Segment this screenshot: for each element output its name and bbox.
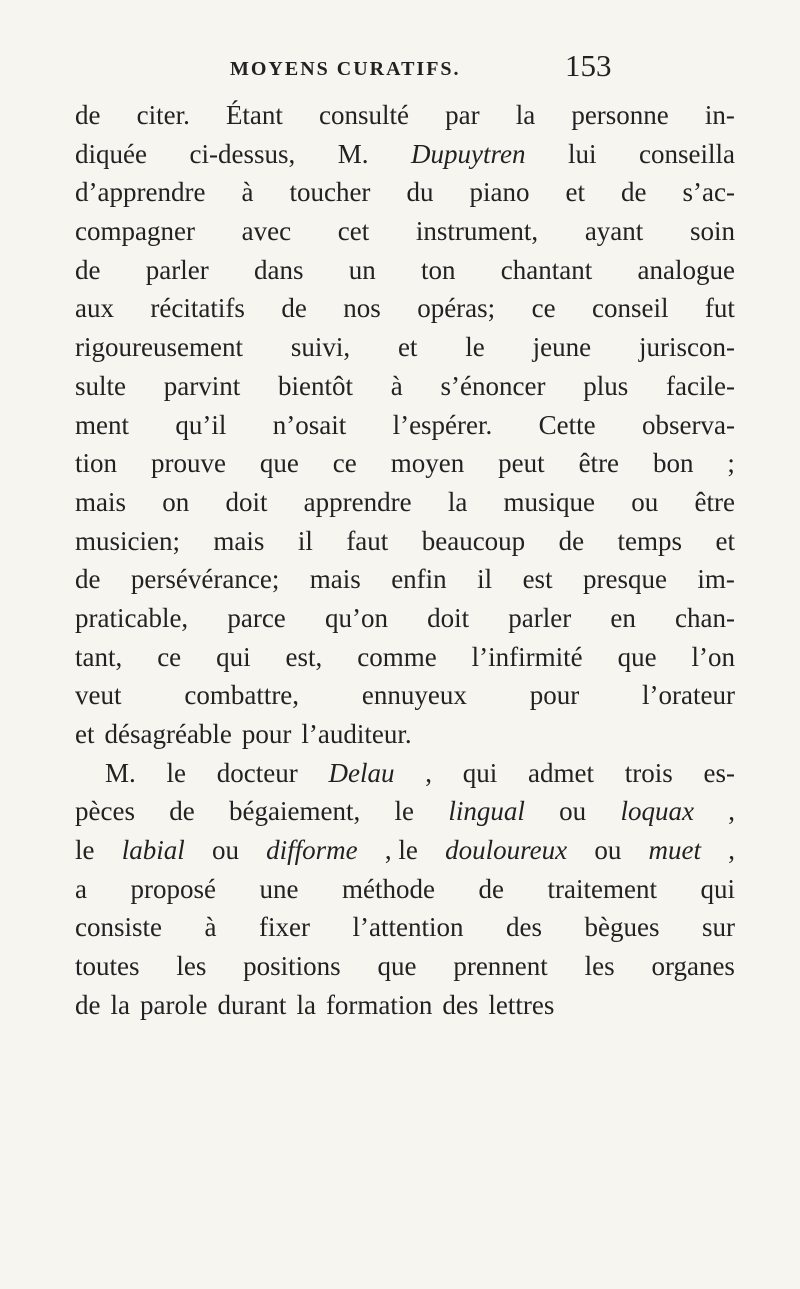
text-line [75, 560, 735, 599]
word: chantant [500, 254, 593, 285]
word: à [204, 912, 217, 943]
text-line [75, 212, 735, 251]
word: ou [211, 835, 239, 866]
word: peut [498, 448, 545, 479]
word: ce [157, 641, 182, 672]
word: l’attention [352, 912, 464, 943]
word: moyen [390, 448, 465, 479]
word: de [558, 525, 585, 556]
word: es- [703, 757, 735, 788]
word: conseilla [638, 138, 735, 169]
word: labial [121, 835, 185, 866]
word: douloureux [445, 835, 568, 866]
word: par [445, 100, 480, 130]
word: in- [704, 100, 735, 130]
word: et [397, 332, 418, 363]
word: piano [469, 177, 530, 208]
word: , [425, 757, 432, 788]
word: difforme [266, 835, 358, 866]
word: Étant [225, 100, 283, 130]
word: d’apprendre [75, 177, 206, 208]
word: sulte [75, 370, 126, 401]
word: formation [325, 989, 433, 1020]
word: doit [427, 602, 470, 633]
word: à [241, 177, 254, 208]
word: sur [702, 912, 735, 943]
word: et [75, 719, 95, 749]
word: apprendre [303, 486, 412, 517]
word: pour [241, 719, 292, 749]
word: prennent [453, 951, 548, 982]
word: nos [343, 293, 381, 324]
word: Cette [538, 409, 596, 440]
word: parler [145, 254, 209, 285]
word: est, [285, 641, 323, 672]
word: consulté [319, 100, 410, 130]
word: n’osait [272, 409, 347, 440]
word: mais [309, 564, 361, 595]
word: cet [337, 216, 370, 247]
word: compagner [75, 216, 195, 247]
word: l’auditeur. [301, 719, 412, 749]
word: ou [559, 796, 587, 827]
text-line [75, 328, 735, 367]
word: parler [508, 602, 572, 633]
text-line [75, 986, 735, 1025]
word: ce [531, 293, 556, 324]
word: un [348, 254, 376, 285]
word: Dupuytren [410, 138, 526, 169]
word: admet [527, 757, 594, 788]
word: qu’on [324, 602, 388, 633]
text-line [75, 173, 735, 212]
word: docteur [216, 757, 298, 788]
word: de [169, 796, 195, 827]
word: la [447, 486, 468, 517]
word: des [442, 989, 479, 1020]
word: temps [617, 525, 683, 556]
word: bègues [584, 912, 660, 943]
word: on [162, 486, 190, 517]
word: et [715, 525, 735, 556]
word: et [565, 177, 585, 208]
word: le [75, 835, 95, 866]
text-line [75, 444, 735, 483]
word: est [522, 564, 553, 595]
text-line [75, 483, 735, 522]
text-line [75, 135, 735, 174]
text-line [75, 908, 735, 947]
word: parce [227, 602, 286, 633]
word: il [477, 564, 493, 595]
word: pour [529, 680, 580, 711]
text-line [75, 522, 735, 561]
word: enfin [391, 564, 447, 595]
word: ou [594, 835, 622, 866]
word: que [377, 951, 417, 982]
word: le [394, 796, 415, 827]
word: les [176, 951, 207, 982]
word: durant [217, 989, 287, 1020]
word: parvint [163, 370, 241, 401]
word: presque [583, 564, 667, 595]
word: analogue [637, 254, 735, 285]
word: diquée [75, 138, 147, 169]
word: lui [567, 138, 597, 169]
word: prouve [150, 448, 226, 479]
word: praticable, [75, 602, 189, 633]
word: le [465, 332, 485, 363]
word: bientôt [278, 370, 354, 401]
word: doit [225, 486, 268, 517]
word: l’orateur [642, 680, 735, 711]
word: facile- [666, 370, 735, 401]
word: tion [75, 448, 118, 479]
word: récitatifs [150, 293, 245, 324]
word: , le [384, 835, 418, 866]
word: l’on [691, 641, 735, 672]
word: proposé [130, 873, 216, 904]
word: ci-dessus, [189, 138, 296, 169]
word: fixer [259, 912, 310, 943]
word: soin [689, 216, 735, 247]
word: instrument, [415, 216, 539, 247]
word: la [110, 989, 130, 1020]
word: toucher [289, 177, 371, 208]
word: ennuyeux [361, 680, 467, 711]
text-line [75, 792, 735, 831]
text-line [75, 289, 735, 328]
word: avec [241, 216, 292, 247]
word: méthode [342, 873, 435, 904]
word: personne [571, 100, 669, 130]
word: dans [253, 254, 304, 285]
word: chan- [675, 602, 735, 633]
word: organes [651, 951, 735, 982]
word: combattre, [184, 680, 300, 711]
word: de [75, 100, 101, 130]
word: qui [700, 873, 735, 904]
word: être [694, 486, 735, 517]
word: trois [624, 757, 673, 788]
word: M. [337, 138, 369, 169]
word: bon [652, 448, 694, 479]
word: de [620, 177, 647, 208]
word: lettres [488, 989, 555, 1020]
word: s’ac- [682, 177, 735, 208]
word: les [584, 951, 615, 982]
word: à [390, 370, 403, 401]
text-line [75, 947, 735, 986]
word: loquax [620, 796, 694, 827]
word: de [75, 989, 101, 1020]
word: qui [216, 641, 251, 672]
word: mais [75, 486, 126, 517]
running-title: MOYENS CURATIFS. [230, 58, 461, 80]
text-line [75, 96, 735, 135]
word: de [281, 293, 307, 324]
word: fut [704, 293, 735, 324]
word: ayant [584, 216, 644, 247]
word: a [75, 873, 87, 904]
word: s’énoncer [440, 370, 546, 401]
word: ; [727, 448, 735, 479]
page-number: 153 [565, 48, 612, 83]
word: il [297, 525, 313, 556]
word: aux [75, 293, 114, 324]
word: toutes [75, 951, 140, 982]
word: ou [631, 486, 659, 517]
word: la [296, 989, 316, 1020]
word: de [75, 564, 101, 595]
word: suivi, [290, 332, 351, 363]
word: être [578, 448, 620, 479]
word: ton [421, 254, 456, 285]
text-line [75, 870, 735, 909]
word: comme [357, 641, 437, 672]
text-line [75, 406, 735, 445]
word: la [515, 100, 536, 130]
text-line [75, 715, 735, 754]
word: juriscon- [639, 332, 735, 363]
word: jeune [532, 332, 592, 363]
word: en [610, 602, 636, 633]
word: lingual [448, 796, 525, 827]
word: conseil [592, 293, 669, 324]
word: consiste [75, 912, 162, 943]
word: observa- [641, 409, 735, 440]
word: M. [105, 757, 136, 788]
word: des [505, 912, 542, 943]
word: l’espérer. [392, 409, 493, 440]
word: traitement [547, 873, 657, 904]
word: , [728, 835, 735, 866]
word: de [75, 254, 101, 285]
word: pèces [75, 796, 135, 827]
word: faut [346, 525, 389, 556]
word: ment [75, 409, 129, 440]
word: mais [213, 525, 265, 556]
word: Delau [328, 757, 395, 788]
word: l’infirmité [471, 641, 583, 672]
word: tant, [75, 641, 123, 672]
text-line [75, 367, 735, 406]
word: bégaiement, [229, 796, 361, 827]
text-line [75, 638, 735, 677]
word: muet [648, 835, 702, 866]
word: opéras; [417, 293, 496, 324]
word: plus [583, 370, 629, 401]
word: de [478, 873, 504, 904]
word: , [728, 796, 735, 827]
word: beaucoup [421, 525, 526, 556]
text-line [75, 251, 735, 290]
word: citer. [136, 100, 190, 130]
word: veut [75, 680, 122, 711]
word: le [166, 757, 187, 788]
word: positions [243, 951, 341, 982]
word: que [259, 448, 299, 479]
word: musicien; [75, 525, 180, 556]
word: que [617, 641, 657, 672]
word: parole [139, 989, 208, 1020]
word: qui [462, 757, 498, 788]
word: désagréable [104, 719, 232, 749]
word: persévérance; [130, 564, 280, 595]
word: ce [332, 448, 357, 479]
text-line [75, 599, 735, 638]
word: im- [697, 564, 735, 595]
body-text [75, 96, 735, 1025]
text-line [75, 676, 735, 715]
word: une [259, 873, 299, 904]
word: musique [503, 486, 596, 517]
word: rigoureusement [75, 332, 243, 363]
word: qu’il [175, 409, 227, 440]
word: du [406, 177, 434, 208]
text-line [75, 754, 735, 793]
text-line [75, 831, 735, 870]
